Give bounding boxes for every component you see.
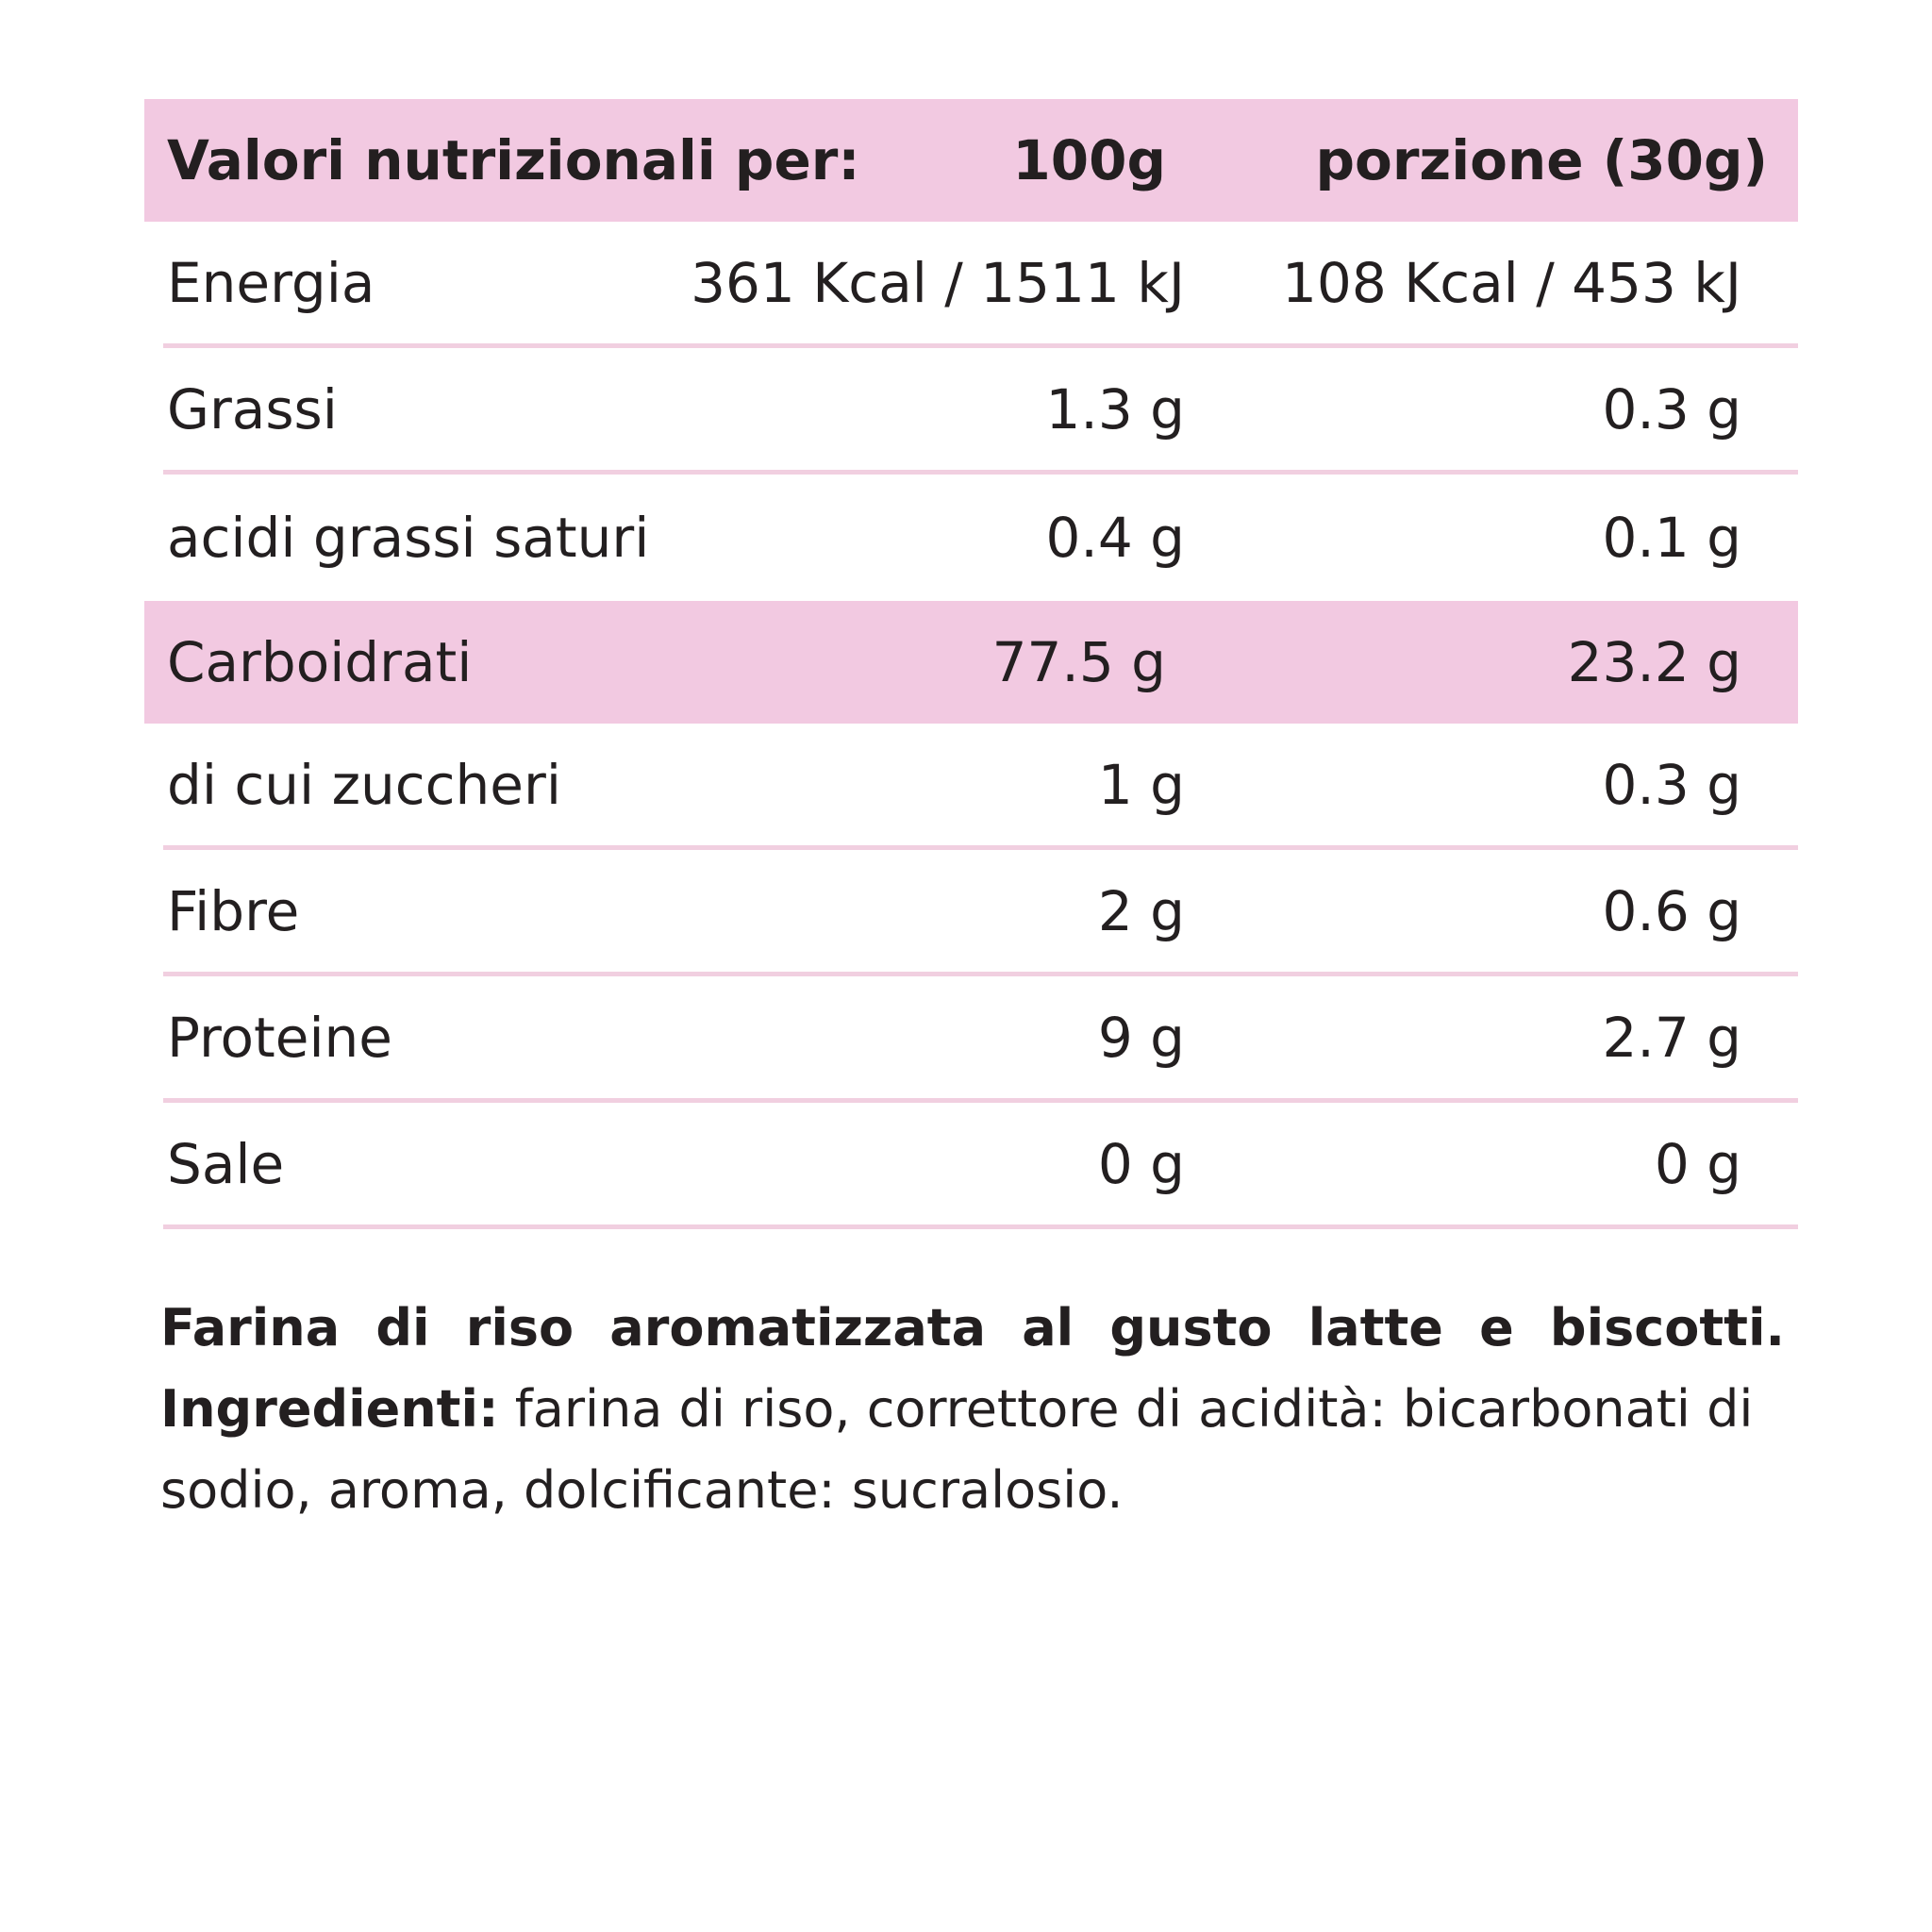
table-row-sale	[163, 1103, 1798, 1229]
row-value-portion: 0.3 g	[1602, 752, 1741, 817]
product-name: Farina di riso aromatizzata al gusto latte e biscotti.	[160, 1298, 1785, 1357]
row-value-portion: 0 g	[1654, 1131, 1741, 1196]
table-row-zuccheri	[163, 724, 1798, 850]
row-value-100g: 9 g	[1097, 1005, 1185, 1070]
ingredients-label: Ingredienti:	[160, 1379, 499, 1439]
header-portion: porzione (30g)	[1315, 128, 1768, 192]
row-value-100g: 361 Kcal / 1511 kJ	[691, 250, 1185, 315]
header-100g: 100g	[1012, 128, 1166, 192]
row-value-portion: 23.2 g	[1567, 630, 1741, 694]
table-row-proteine	[163, 976, 1798, 1103]
row-value-100g: 1.3 g	[1045, 376, 1185, 441]
row-value-portion: 0.6 g	[1602, 878, 1741, 943]
row-value-portion: 108 Kcal / 453 kJ	[1282, 250, 1741, 315]
ingredients-text: farina di riso, correttore di acidità: bicarbonati di sodio, aroma, dolcificante: sucralosio.	[160, 1379, 1754, 1520]
row-value-portion: 0.1 g	[1602, 506, 1741, 570]
row-label: Fibre	[167, 878, 300, 943]
row-value-100g: 0 g	[1097, 1131, 1185, 1196]
table-row-energia	[163, 222, 1798, 348]
nutrition-table	[144, 99, 1798, 1229]
row-label: Grassi	[167, 376, 338, 441]
table-row-carboidrati	[144, 601, 1798, 724]
row-label: di cui zuccheri	[167, 752, 561, 817]
table-row-grassi	[163, 348, 1798, 475]
nutrition-table-header	[144, 99, 1798, 222]
row-label: Proteine	[167, 1005, 392, 1070]
row-value-100g: 0.4 g	[1045, 506, 1185, 570]
header-label: Valori nutrizionali per:	[167, 128, 860, 192]
row-label: acidi grassi saturi	[167, 506, 650, 570]
row-value-100g: 2 g	[1097, 878, 1185, 943]
row-value-100g: 1 g	[1097, 752, 1185, 817]
table-row-acidi-grassi-saturi	[163, 475, 1798, 601]
row-value-100g: 77.5 g	[991, 630, 1166, 694]
row-label: Carboidrati	[167, 630, 473, 694]
row-value-portion: 2.7 g	[1602, 1005, 1741, 1070]
row-label: Energia	[167, 250, 375, 315]
row-value-portion: 0.3 g	[1602, 376, 1741, 441]
row-label: Sale	[167, 1131, 285, 1196]
table-row-fibre	[163, 850, 1798, 976]
product-description	[160, 1288, 1785, 1531]
